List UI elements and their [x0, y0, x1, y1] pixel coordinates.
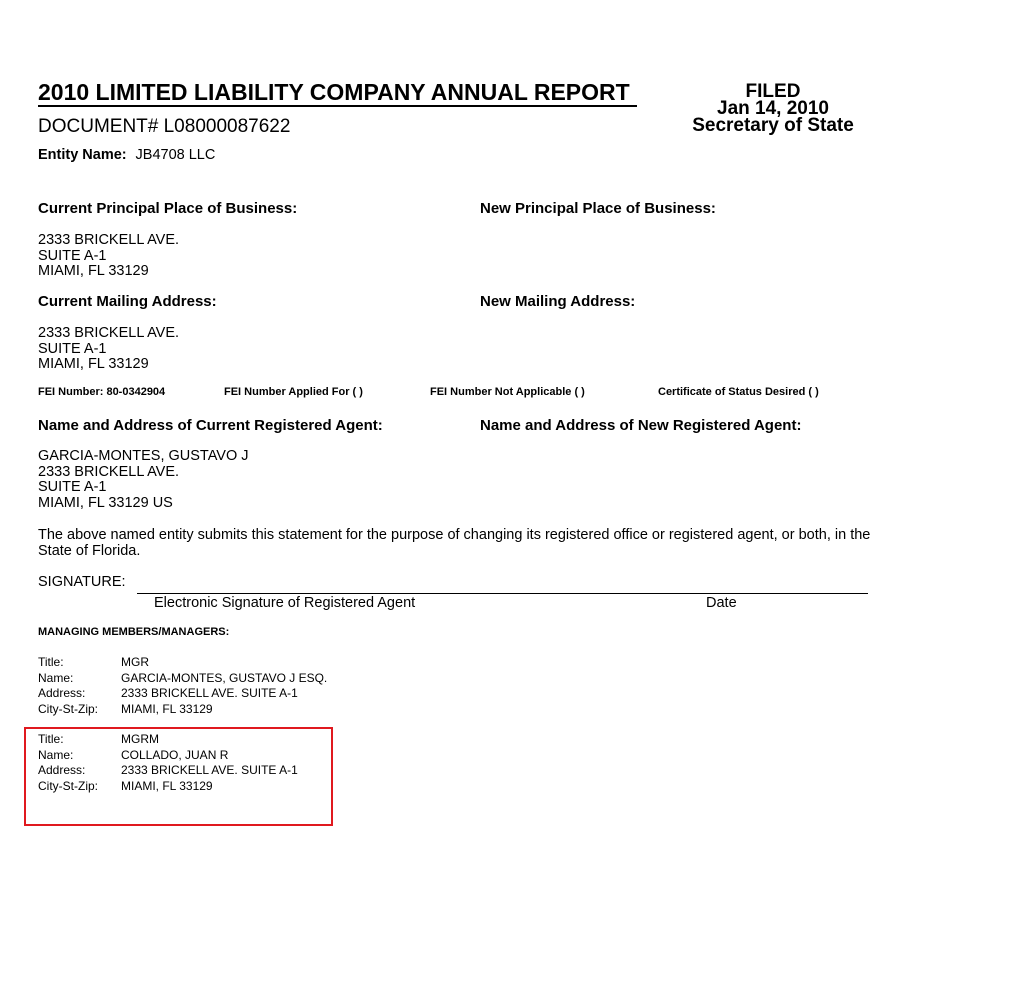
fei-number: FEI Number: 80-0342904 [38, 386, 166, 398]
statement-text: The above named entity submits this statement for the purpose of changing its registered office or registered agent, or both, in the State of Florida. [38, 527, 871, 559]
new-mailing-heading: New Mailing Address: [480, 293, 636, 310]
manager-name-label: Name: [38, 670, 74, 685]
manager-title-label: Title: [38, 732, 64, 746]
signature-date-label: Date [706, 595, 737, 611]
entity-name-value: JB4708 LLC [135, 147, 216, 163]
address-line: 2333 BRICKELL AVE. [38, 232, 180, 248]
manager-name-label: Name: [38, 747, 74, 762]
report-title: 2010 LIMITED LIABILITY COMPANY ANNUAL REPORT [38, 79, 630, 105]
address-line: 2333 BRICKELL AVE. [38, 325, 180, 341]
address-line: MIAMI, FL 33129 [38, 356, 149, 372]
address-line: MIAMI, FL 33129 US [38, 494, 173, 511]
current-business-address [38, 233, 179, 280]
entity-name-label: Entity Name: [38, 147, 127, 163]
manager-city: MIAMI, FL 33129 [121, 778, 213, 793]
manager-address: 2333 BRICKELL AVE. SUITE A-1 [121, 763, 298, 777]
manager-address-label: Address: [38, 686, 86, 700]
manager-entry [38, 655, 327, 717]
current-business-heading: Current Principal Place of Business: [38, 200, 298, 217]
filed-stamp [680, 83, 866, 134]
manager-city: MIAMI, FL 33129 [121, 701, 213, 716]
manager-name: COLLADO, JUAN R [121, 747, 229, 762]
address-line: SUITE A-1 [38, 340, 107, 357]
title-underline [38, 105, 637, 107]
signature-caption: Electronic Signature of Registered Agent [154, 595, 416, 611]
current-mailing-heading: Current Mailing Address: [38, 293, 217, 310]
fei-not-applicable: FEI Number Not Applicable ( ) [430, 386, 585, 398]
current-mailing-address [38, 326, 179, 373]
filed-stamp-line-1: FILED [745, 81, 801, 102]
address-line: SUITE A-1 [38, 479, 107, 495]
manager-title: MGR [121, 655, 149, 669]
manager-city-label: City-St-Zip: [38, 701, 98, 716]
new-agent-heading: Name and Address of New Registered Agent: [480, 417, 802, 434]
manager-entry [38, 732, 298, 794]
document-number: DOCUMENT# L08000087622 [38, 116, 291, 137]
signature-line [137, 593, 868, 594]
address-line: MIAMI, FL 33129 [38, 263, 149, 279]
signature-label: SIGNATURE: [38, 574, 126, 590]
entity-name-row [38, 146, 215, 164]
current-agent-address [38, 449, 249, 511]
certificate-of-status: Certificate of Status Desired ( ) [658, 386, 819, 398]
address-line: SUITE A-1 [38, 247, 107, 264]
manager-city-label: City-St-Zip: [38, 778, 98, 793]
new-business-heading: New Principal Place of Business: [480, 200, 716, 217]
filed-stamp-authority: Secretary of State [692, 115, 854, 136]
current-agent-heading: Name and Address of Current Registered Agent: [38, 417, 383, 434]
filed-stamp-date: Jan 14, 2010 [717, 98, 829, 119]
manager-title: MGRM [121, 732, 159, 746]
fei-applied-for: FEI Number Applied For ( ) [224, 386, 363, 398]
manager-name: GARCIA-MONTES, GUSTAVO J ESQ. [121, 670, 328, 685]
address-line: 2333 BRICKELL AVE. [38, 463, 180, 480]
manager-title-label: Title: [38, 655, 64, 669]
managers-heading: MANAGING MEMBERS/MANAGERS: [38, 626, 230, 638]
manager-address-label: Address: [38, 763, 86, 777]
agent-name: GARCIA-MONTES, GUSTAVO J [38, 448, 249, 464]
manager-address: 2333 BRICKELL AVE. SUITE A-1 [121, 686, 298, 700]
